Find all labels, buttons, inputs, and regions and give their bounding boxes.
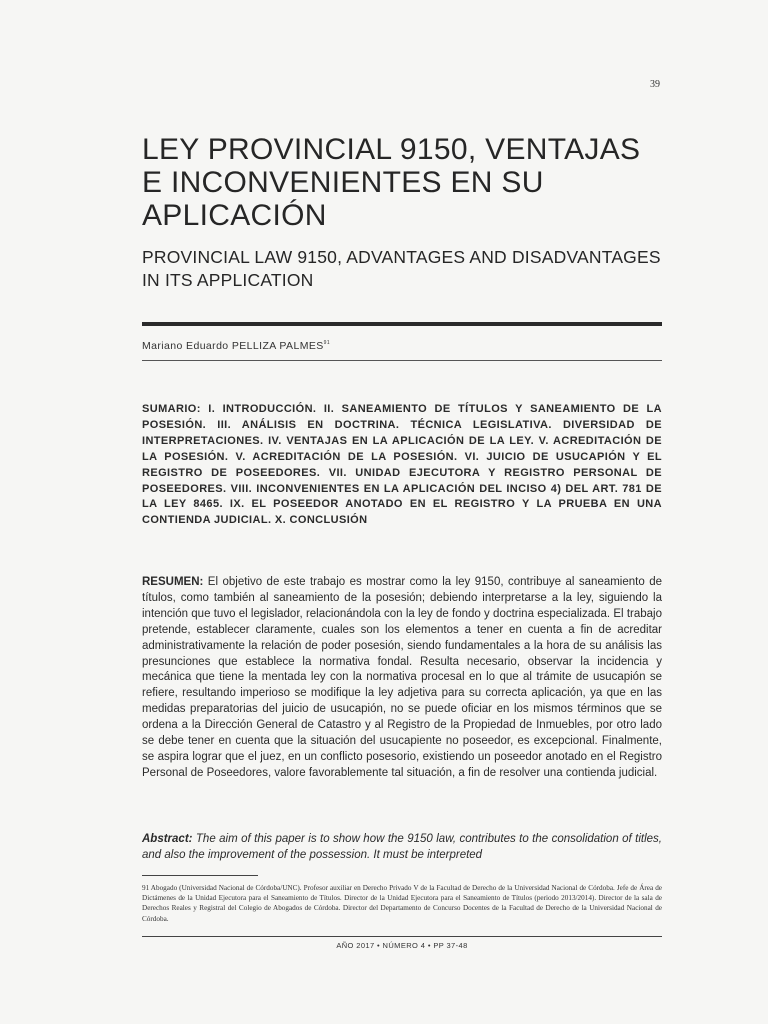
abstract-text: The aim of this paper is to show how the 9150 law, contributes to the consolidation of titles, and also the improvement of the possession. It must be interpreted	[142, 833, 662, 861]
footer-divider	[142, 936, 662, 937]
title-divider	[142, 322, 662, 326]
article-title: LEY PROVINCIAL 9150, VENTAJAS E INCONVENIENTES EN SU APLICACIÓN	[142, 133, 641, 232]
author-footnote: 91 Abogado (Universidad Nacional de Córdoba/UNC). Profesor auxiliar en Derecho Privado V de la Facultad de Derecho de la Universidad Nacional de Córdoba. Jefe de Área de Dictámenes de la Unidad Ejecutora para el Saneamiento de Títulos. Director de la Unidad Ejecutora para el Saneamiento de Títulos (periodo 2013/2014). Director de la sala de Derechos Reales y Registral del Colegio de Abogados de Córdoba. Director del Departamento de Concurso Docentes de la Facultad de Derecho de la Universidad Nacional de Córdoba.	[142, 884, 662, 923]
page-number: 39	[650, 79, 660, 90]
author-name: Mariano Eduardo PELLIZA PALMES	[142, 340, 324, 352]
article-subtitle-english: PROVINCIAL LAW 9150, ADVANTAGES AND DISADVANTAGES IN ITS APPLICATION	[142, 247, 661, 290]
journal-footer: AÑO 2017 • NÚMERO 4 • PP 37-48	[336, 941, 468, 950]
author-line	[142, 340, 330, 352]
resumen-section	[142, 575, 662, 782]
abstract-label: Abstract:	[142, 833, 193, 845]
resumen-label: RESUMEN:	[142, 576, 204, 588]
resumen-text: El objetivo de este trabajo es mostrar como la ley 9150, contribuye al saneamiento de títulos, como también al saneamiento de la posesión; debiendo interpretarse a la ley, siguiendo la intención que tuvo el legislador, relacionándola con la ley de fondo y doctrina especializada. El trabajo pretende, establecer claramente, cuales son los elementos a tener en cuenta a fin de acreditar administrativamente la relación de poder posesión, siendo fundamentales a la hora de su análisis las presunciones que establece la normativa fondal. Resulta necesario, observar la incidencia y mecánica que tiene la mentada ley con la normativa procesal en lo que al trámite de usucapión se refiere, resultando imperioso se modifique la ley adjetiva para su correcta aplicación, ya que en las medidas preparatorias del juicio de usucapión, no se puede oficiar en los mismos términos que se ordena a la Dirección General de Catastro y al Registro de la Propiedad de Inmuebles, por otro lado se debe tener en cuenta que la situación del usucapiente no poseedor, es excepcional. Finalmente, se aspira lograr que el juez, en un conflicto posesorio, existiendo un poseedor anotado en el Registro Personal de Poseedores, valore favorablemente tal situación, a fin de resolver una contienda judicial.	[142, 576, 662, 779]
footnote-divider	[142, 875, 258, 876]
summary-section: SUMARIO: I. INTRODUCCIÓN. II. SANEAMIENTO DE TÍTULOS Y SANEAMIENTO DE LA POSESIÓN. III. ANÁLISIS EN DOCTRINA. TÉCNICA LEGISLATIVA. DIVERSIDAD DE INTERPRETACIONES. IV. VENTAJAS EN LA APLICACIÓN DE LA LEY. V. ACREDITACIÓN DE LA POSESIÓN. V. ACREDITACIÓN DE LA POSESIÓN. VI. JUICIO DE USUCAPIÓN Y EL REGISTRO DE POSEEDORES. VII. UNIDAD EJECUTORA Y REGISTRO PERSONAL DE POSEEDORES. VIII. INCONVENIENTES EN LA APLICACIÓN DEL INCISO 4) DEL ART. 781 DE LA LEY 8465. IX. EL POSEEDOR ANOTADO EN EL REGISTRO Y LA PRUEBA EN UNA CONTIENDA JUDICIAL. X. CONCLUSIÓN	[142, 403, 662, 527]
author-divider	[142, 360, 662, 361]
author-footnote-ref: 91	[323, 340, 331, 346]
abstract-section	[142, 832, 662, 864]
